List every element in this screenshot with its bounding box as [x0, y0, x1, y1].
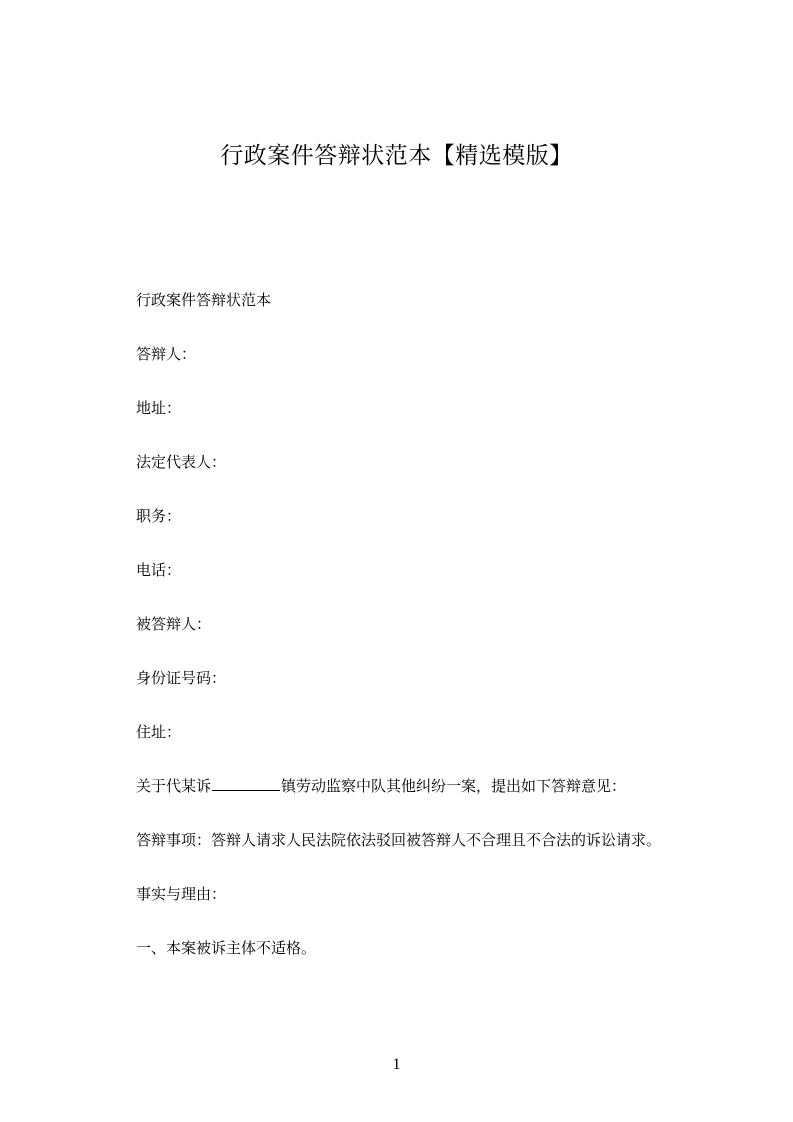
case-intro-line [136, 776, 736, 830]
subtitle-line: 行政案件答辩状范本 [136, 291, 272, 309]
page-number: 1 [392, 1056, 401, 1073]
phone-field: 电话： [136, 561, 182, 579]
case-intro-text-after: 镇劳动监察中队其他纠纷一案，提出如下答辩意见： [281, 777, 627, 795]
document-body [136, 290, 736, 992]
position-field: 职务： [136, 507, 182, 525]
document-title: 行政案件答辩状范本【精选模版】 [220, 143, 573, 169]
legal-representative-field: 法定代表人： [136, 453, 227, 471]
case-intro-text-before: 关于代某诉 [136, 777, 212, 795]
defendant-field: 被答辩人： [136, 615, 212, 633]
facts-reasons-heading: 事实与理由： [136, 885, 227, 903]
defense-item-line: 答辩事项：答辩人请求人民法院依法驳回被答辩人不合理且不合法的诉讼请求。 [136, 831, 662, 849]
blank-underline [212, 776, 280, 791]
residence-field: 住址： [136, 723, 182, 741]
point-one-line: 一、本案被诉主体不适格。 [136, 939, 317, 957]
address-field: 地址： [136, 399, 182, 417]
respondent-field: 答辩人： [136, 345, 197, 363]
id-number-field: 身份证号码： [136, 669, 227, 687]
